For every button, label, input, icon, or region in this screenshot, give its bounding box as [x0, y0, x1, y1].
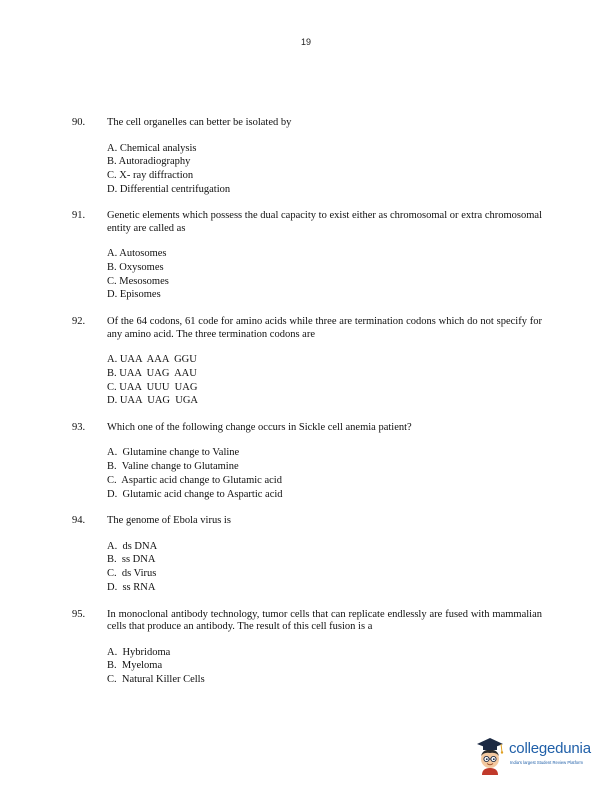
option: C. X- ray diffraction [107, 169, 194, 181]
option: A. ds DNA [107, 540, 158, 552]
logo-tagline: India's largest Student Review Platform [510, 760, 583, 765]
option: B. Autoradiography [107, 156, 191, 168]
option: D. UAA UAG UGA [107, 395, 198, 407]
graduate-mascot-icon [474, 735, 506, 775]
option: C. Aspartic acid change to Glutamic acid [107, 474, 282, 486]
option: B. Oxysomes [107, 262, 164, 274]
options-list [107, 353, 542, 408]
options-list [107, 646, 542, 687]
question-text: Of the 64 codons, 61 code for amino acids while three are termination codons which do not specify for any amino acid. The three termination codons are [107, 316, 542, 340]
options-list [107, 540, 542, 595]
option: B. ss DNA [107, 554, 156, 566]
question-90 [72, 117, 542, 196]
question-95 [72, 609, 542, 687]
options-list [107, 446, 542, 501]
question-text: Which one of the following change occurs in Sickle cell anemia patient? [107, 421, 412, 433]
question-text: Genetic elements which possess the dual capacity to exist either as chromosomal or extra chromosomal entity are called as [107, 210, 542, 234]
option: A. Chemical analysis [107, 142, 197, 154]
option: D. Differential centrifugation [107, 183, 231, 195]
option: B. Myeloma [107, 660, 163, 672]
option: A. Glutamine change to Valine [107, 447, 240, 459]
question-91 [72, 210, 542, 302]
question-number: 91. [72, 210, 86, 222]
option: C. UAA UUU UAG [107, 381, 198, 393]
question-94 [72, 515, 542, 594]
option: C. Mesosomes [107, 275, 169, 287]
options-list [107, 142, 542, 197]
question-number: 93. [72, 421, 86, 433]
question-text: The cell organelles can better be isolated by [107, 117, 292, 128]
option: A. UAA AAA GGU [107, 354, 197, 366]
question-list [72, 117, 542, 701]
option: B. Valine change to Glutamine [107, 461, 239, 473]
logo-wordmark: collegedunia [509, 740, 591, 757]
option: B. UAA UAG AAU [107, 367, 197, 379]
question-text: The genome of Ebola virus is [107, 515, 231, 527]
option: C. ds Virus [107, 568, 157, 580]
question-number: 95. [72, 608, 86, 620]
question-92 [72, 316, 542, 408]
question-93 [72, 422, 542, 501]
option: D. Episomes [107, 289, 161, 301]
option: D. Glutamic acid change to Aspartic acid [107, 488, 283, 500]
collegedunia-logo [474, 735, 604, 775]
options-list [107, 247, 542, 302]
option: C. Natural Killer Cells [107, 673, 205, 685]
question-number: 94. [72, 515, 86, 527]
question-number: 90. [72, 117, 86, 128]
option: D. ss RNA [107, 581, 156, 593]
option: A. Hybridoma [107, 646, 171, 658]
question-text: In monoclonal antibody technology, tumor cells that can replicate endlessly are fused with mammalian cells that produce an antibody. The result of this cell fusion is a [107, 608, 542, 633]
page-number: 19 [300, 37, 311, 47]
option: A. Autosomes [107, 248, 167, 260]
question-number: 92. [72, 316, 86, 328]
